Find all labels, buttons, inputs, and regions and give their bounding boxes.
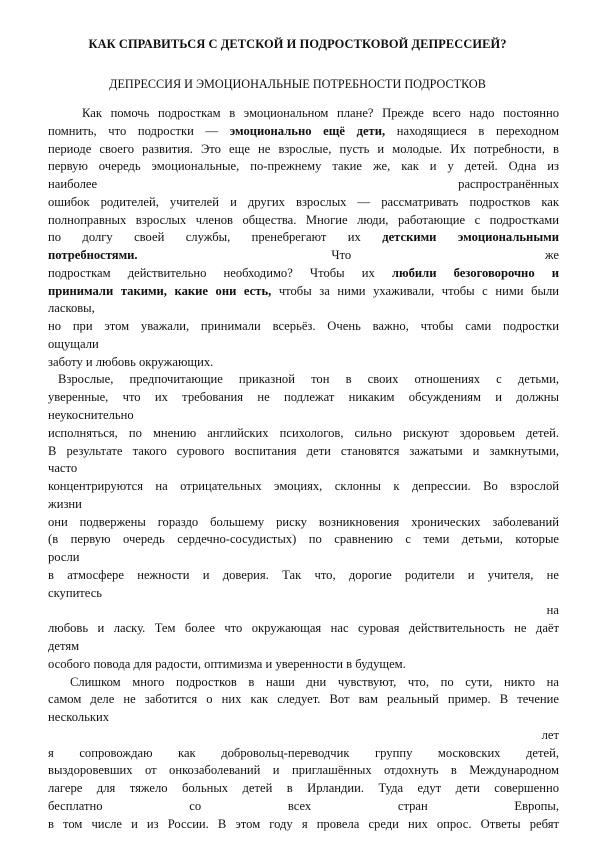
text-line: особого повода для радости, оптимизма и уверенности в будущем.	[48, 656, 406, 671]
bold-phrase: детскими эмоциональными	[382, 230, 559, 245]
text-line: концентрируются на отрицательных эмоциях, склонны к депрессии. Во взрослой	[48, 479, 559, 494]
text-line: выздоровевших от онкозаболеваний и приглашённых отдохнуть в Международном	[48, 763, 559, 778]
text-line: они подвержены гораздо большему риску возникновения хронических заболеваний	[48, 514, 559, 529]
text-line: помнить, что подростки — эмоционально ещё дети, находящиеся в переходном	[48, 123, 559, 138]
text-line: наиболее распространённых	[48, 177, 559, 192]
text-line: периоде своего развития. Это еще не взрослые, пусть и молодые. Их потребности, в	[48, 141, 559, 156]
article-body	[48, 105, 559, 833]
text-line: принимали такими, какие они есть, чтобы за ними ухаживали, чтобы с ними были	[48, 283, 559, 298]
text-line: Как помочь подросткам в эмоциональном плане? Прежде всего надо постоянно	[82, 106, 559, 120]
text-line: я сопровождаю как добровольц-переводчик группу московских детей,	[48, 745, 559, 760]
text-line: неукоснительно	[48, 408, 134, 423]
text-line: по долгу своей службы, пренебрегают их детскими эмоциональными	[48, 230, 559, 245]
text-line: скупитесь	[48, 585, 103, 600]
text-line: бесплатно со всех стран Европы,	[48, 798, 559, 813]
text-line: подросткам действительно необходимо? Чтобы их любили безоговорочно и	[48, 265, 559, 280]
text-line: лагере для тяжело больных детей в Ирландии. Туда едут дети совершенно	[48, 781, 559, 796]
text-line: на	[546, 603, 559, 618]
text-line: лет	[541, 727, 559, 742]
bold-phrase: принимали такими, какие они есть,	[48, 283, 272, 298]
text-line: жизни	[48, 496, 82, 511]
bold-phrase: потребностями.	[48, 248, 138, 263]
text-line: (в первую очередь сердечно-сосудистых) по сравнению с теми детьми, которые	[48, 532, 559, 547]
text-line: ощущали	[48, 336, 99, 351]
text-line: первую очередь эмоциональные, по-прежнему такие же, как и у детей. Одна из	[48, 159, 559, 174]
section-heading: ДЕПРЕССИЯ И ЭМОЦИОНАЛЬНЫЕ ПОТРЕБНОСТИ ПОДРОСТКОВ	[109, 77, 486, 91]
text-line: ласковы,	[48, 301, 95, 316]
text-line: самом деле не заботится о них как следует. Вот вам реальный пример. В течение	[48, 692, 559, 707]
text-line: исполняться, по мнению английских психологов, сильно рискуют здоровьем детей.	[48, 425, 559, 440]
text-line: Слишком много подростков в наши дни чувствуют, что, по сути, никто на	[70, 674, 559, 689]
text-line: часто	[48, 461, 78, 476]
text-line: в атмосфере нежности и доверия. Так что, дорогие родители и учителя, не	[48, 567, 559, 582]
text-line: В результате такого сурового воспитания дети становятся зажатыми и замкнутыми,	[48, 443, 559, 458]
text-line: заботу и любовь окружающих.	[48, 354, 214, 369]
document-title: КАК СПРАВИТЬСЯ С ДЕТСКОЙ И ПОДРОСТКОВОЙ ДЕПРЕССИЕЙ?	[88, 37, 507, 51]
text-line: Взрослые, предпочитающие приказной тон в своих отношениях с детьми,	[58, 372, 559, 387]
text-line: любовь и ласку. Тем более что окружающая нас суровая действительность не даёт	[48, 621, 559, 636]
text-line: росли	[48, 550, 80, 565]
text-line: полноправных взрослых членов общества. Многие люди, работающие с подростками	[48, 212, 559, 227]
bold-phrase: эмоционально ещё дети,	[229, 123, 386, 138]
text-line: потребностями. Что же	[48, 248, 559, 263]
text-line: в том числе и из России. В этом году я провела среди них опрос. Ответы ребят	[48, 816, 559, 831]
bold-phrase: любили безоговорочно и	[391, 265, 559, 280]
text-line: нескольких	[48, 710, 110, 725]
text-line: но при этом уважали, принимали всерьёз. Очень важно, чтобы сами подростки	[48, 319, 559, 334]
text-line: уверенные, что их требования не подлежат никаким обсуждениям и должны	[48, 390, 559, 405]
text-line: ошибок родителей, учителей и других взрослых — рассматривать подростков как	[48, 194, 559, 209]
text-line: детям	[48, 638, 80, 653]
